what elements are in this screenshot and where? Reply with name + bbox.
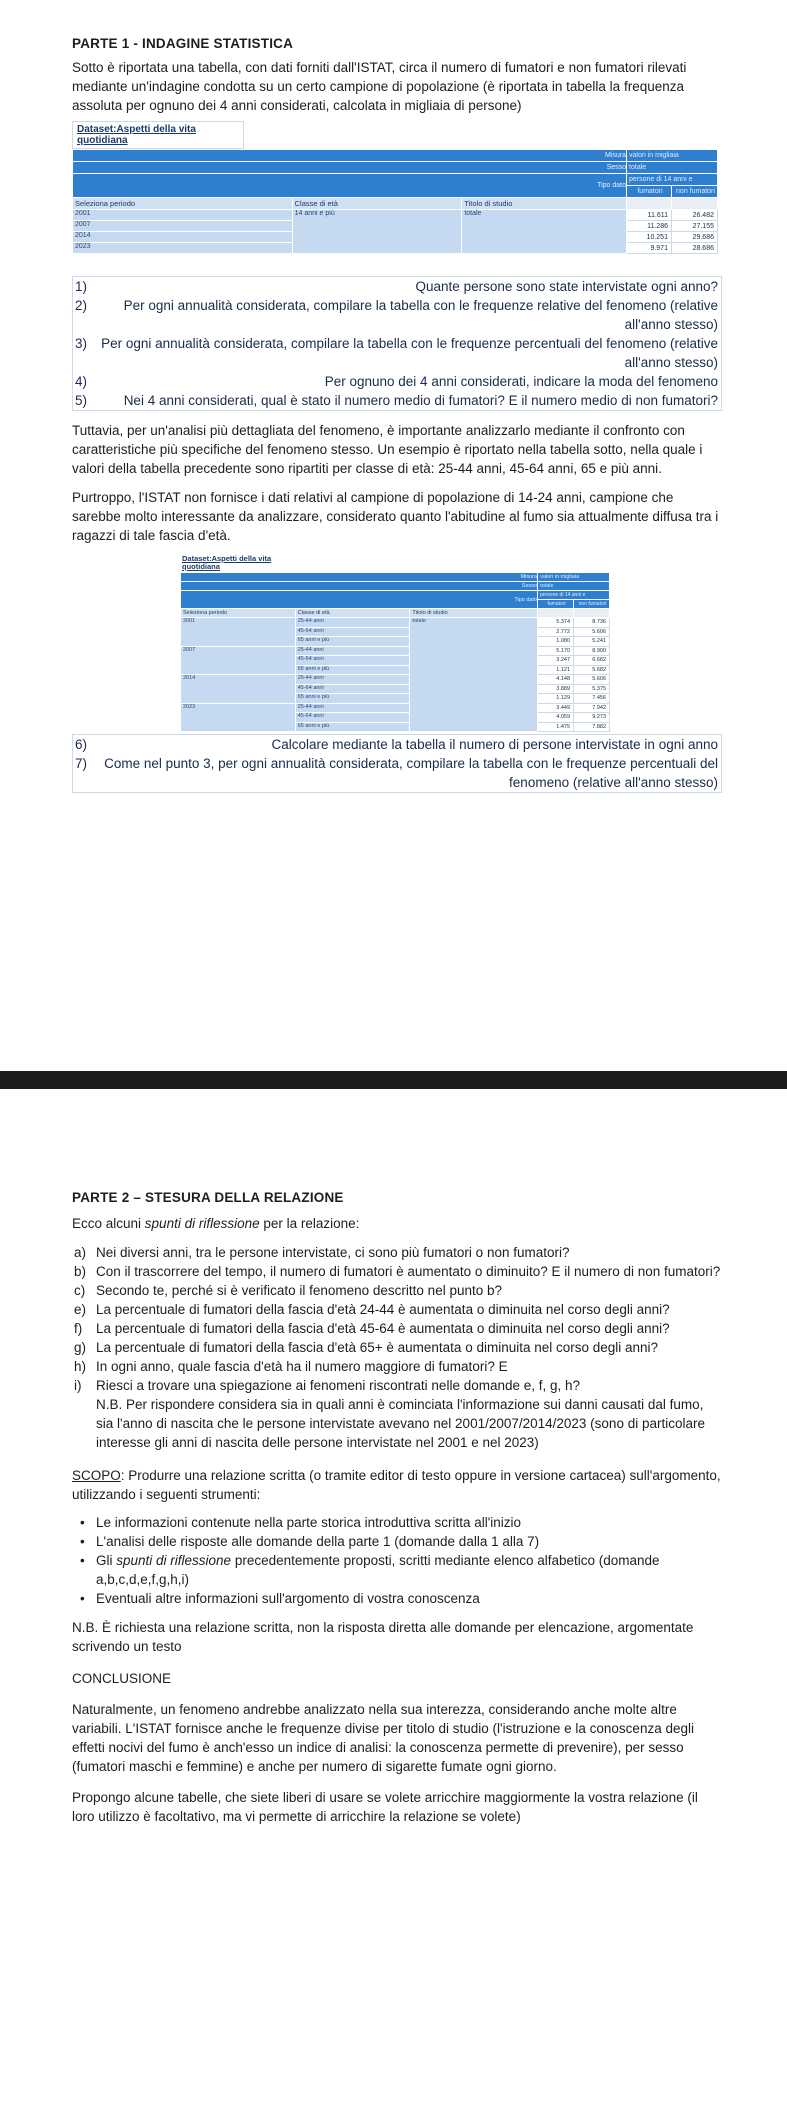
tool-item: • Eventuali altre informazioni sull'argomento di vostra conoscenza <box>80 1591 480 1606</box>
reflection-list <box>72 1243 722 1452</box>
tipo-label: Tipo dato <box>181 591 538 609</box>
fumatori-value: 3.247 <box>538 656 574 666</box>
eta-cell: 45-64 anni <box>295 684 410 694</box>
year-cell: 2001 <box>181 618 296 647</box>
eta-cell: 25-44 anni <box>295 703 410 713</box>
eta-cell: 65 anni e più <box>295 637 410 647</box>
eta-cell: 25-44 anni <box>295 646 410 656</box>
part2-heading: PARTE 2 – STESURA DELLA RELAZIONE <box>72 1190 344 1205</box>
table-row <box>181 618 610 628</box>
istat-table-2 <box>180 554 610 732</box>
page-part-2 <box>0 1089 787 2103</box>
fumatori-value: 11.611 <box>627 210 672 221</box>
tool-item: • Gli spunti di riflessione precedentemente proposti, scritti mediante elenco alfabetico (domande a,b,c,d,e,f,g,h,i) <box>80 1553 660 1587</box>
sesso-label: Sesso <box>181 582 538 591</box>
fumatori-value: 1.080 <box>538 637 574 647</box>
fumatori-value: 11.286 <box>627 221 672 232</box>
question-item: 1) Quante persone sono state intervistate ogni anno? <box>75 279 718 294</box>
question-item: 5) Nei 4 anni considerati, qual è stato il numero medio di fumatori? E il numero medio di non fumatori? <box>75 393 718 408</box>
conclusione-heading: CONCLUSIONE <box>72 1671 172 1686</box>
part1-heading: PARTE 1 - INDAGINE STATISTICA <box>72 36 294 51</box>
eta-cell: 25-44 anni <box>295 675 410 685</box>
year-cell: 2007 <box>73 221 293 232</box>
dataset-title[interactable]: Dataset:Aspetti della vita quotidiana <box>72 121 244 149</box>
question-item: 3) Per ogni annualità considerata, compilare la tabella con le frequenze percentuali del fenomeno (relative all'anno stesso) <box>75 336 718 370</box>
reflection-item: b) Con il trascorrere del tempo, il numero di fumatori è aumentato o diminuito? E il numero di non fumatori? <box>74 1264 721 1279</box>
year-cell: 2007 <box>181 646 296 675</box>
questions-6-7 <box>72 734 722 793</box>
year-cell: 2014 <box>181 675 296 704</box>
eta-cell: 14 anni e più <box>292 210 462 254</box>
fumatori-value: 1.121 <box>538 665 574 675</box>
reflection-item: f) La percentuale di fumatori della fascia d'età 45-64 è aumentata o diminuita nel corso degli anni? <box>74 1321 670 1336</box>
istat-table-1 <box>72 121 718 254</box>
non-fumatori-value: 6.682 <box>574 656 610 666</box>
non-fumatori-value: 9.273 <box>574 713 610 723</box>
non-fumatori-value: 26.482 <box>671 210 717 221</box>
fumatori-value: 1.129 <box>538 694 574 704</box>
question-item: 2) Per ogni annualità considerata, compilare la tabella con le frequenze relative del fenomeno (relative all'anno stesso) <box>75 298 718 332</box>
non-fumatori-value: 8.900 <box>574 646 610 656</box>
reflection-item: c) Secondo te, perché si è verificato il fenomeno descritto nel punto b? <box>74 1283 502 1298</box>
conclusione-text: Naturalmente, un fenomeno andrebbe analizzato nella sua interezza, considerando anche molte altre variabili. L'ISTAT fornisce anche le frequenze divise per titolo di studio (l'istruzione e la conoscenza degli effetti nocivi del fumo è anch'esso un indice di analisi: la conoscenza permette di prevenire), per sesso (fumatori maschi e femmine) e anche per numero di sigarette fumate ogni giorno. <box>72 1702 694 1774</box>
year-cell: 2014 <box>73 232 293 243</box>
non-fumatori-value: 29.686 <box>671 232 717 243</box>
page-separator <box>0 1071 787 1089</box>
fumatori-value: 2.772 <box>538 627 574 637</box>
tipo-top: persone di 14 anni e <box>538 591 610 600</box>
eta-cell: 45-64 anni <box>295 713 410 723</box>
fumatori-value: 9.971 <box>627 243 672 254</box>
fumatori-value: 1.475 <box>538 722 574 732</box>
reflection-item: g) La percentuale di fumatori della fascia d'età 65+ è aumentata o diminuita nel corso degli anni? <box>74 1340 659 1355</box>
year-cell: 2023 <box>181 703 296 732</box>
tool-item: • L'analisi delle risposte alle domande della parte 1 (domande dalla 1 alla 7) <box>80 1534 540 1549</box>
sesso-label: Sesso <box>73 162 627 174</box>
eta-cell: 65 anni e più <box>295 665 410 675</box>
fumatori-value: 5.170 <box>538 646 574 656</box>
eta-cell: 45-64 anni <box>295 656 410 666</box>
non-fumatori-value: 5.606 <box>574 675 610 685</box>
reflection-item: e) La percentuale di fumatori della fascia d'età 24-44 è aumentata o diminuita nel corso degli anni? <box>74 1302 670 1317</box>
sesso-value: totale <box>538 582 610 591</box>
year-cell: 2001 <box>73 210 293 221</box>
col-fumatori: fumatori <box>627 186 672 198</box>
eta-cell: 45-64 anni <box>295 627 410 637</box>
col-non-fumatori: non fumatori <box>671 186 717 198</box>
eta-cell: 65 anni e più <box>295 722 410 732</box>
fumatori-value: 3.889 <box>538 684 574 694</box>
tools-list <box>72 1513 722 1608</box>
non-fumatori-value: 5.682 <box>574 665 610 675</box>
fumatori-value: 4.148 <box>538 675 574 685</box>
eta-cell: 65 anni e più <box>295 694 410 704</box>
paragraph-istat-note: Purtroppo, l'ISTAT non fornisce i dati relativi al campione di popolazione di 14-24 anni, campione che sarebbe molto interessante da analizzare, considerato quanto l'abitudine al fumo sia attualmente diffusa tra i ragazzi di tale fascia d'età. <box>72 490 719 543</box>
col-fumatori: fumatori <box>538 600 574 609</box>
fumatori-value: 5.374 <box>538 618 574 628</box>
fumatori-value: 4.059 <box>538 713 574 723</box>
reflection-item: a) Nei diversi anni, tra le persone intervistate, ci sono più fumatori o non fumatori? <box>74 1245 570 1260</box>
non-fumatori-value: 7.942 <box>574 703 610 713</box>
questions-1-5 <box>72 276 722 411</box>
non-fumatori-value: 7.456 <box>574 694 610 704</box>
h-eta: Classe di età <box>295 609 410 618</box>
h-periodo[interactable]: Seleziona periodo <box>73 198 293 210</box>
nb-note: N.B. Per rispondere considera sia in quali anni è cominciata l'informazione sui danni causati dal fumo, sia l'anno di nascita che le persone intervistate avevano nel 2001/2007/2014/2023 (sono di particolare interesse gli anni di nascita delle persone intervistate nel 2001 e nel 2023) <box>96 1397 705 1450</box>
non-fumatori-value: 7.882 <box>574 722 610 732</box>
table-row <box>181 703 610 713</box>
non-fumatori-value: 5.375 <box>574 684 610 694</box>
non-fumatori-value: 5.241 <box>574 637 610 647</box>
tool-item: • Le informazioni contenute nella parte storica introduttiva scritta all'inizio <box>80 1515 522 1530</box>
non-fumatori-value: 27.155 <box>671 221 717 232</box>
table-row <box>181 646 610 656</box>
non-fumatori-value: 28.686 <box>671 243 717 254</box>
part1-intro: Sotto è riportata una tabella, con dati forniti dall'ISTAT, circa il numero di fumatori e non fumatori rilevati mediante un'indagine condotta su un certo campione di popolazione (è riportata in tabella la frequenza assoluta per ognuno dei 4 anni considerati, calcolata in migliaia di persone) <box>72 60 687 113</box>
table-1-grid <box>72 149 718 254</box>
paragraph-analysis: Tuttavia, per un'analisi più dettagliata del fenomeno, è importante analizzarlo mediante il confronto con caratteristiche più specifiche del fenomeno stesso. Un esempio è riportato nella tabella sotto, nella quale i valori della tabella precedente sono ripartiti per classe di età: 25-44 anni, 45-64 anni, 65 e più anni. <box>72 423 703 476</box>
misura-value: valori in migliaia <box>627 150 718 162</box>
table-2-grid <box>180 572 610 732</box>
non-fumatori-value: 8.736 <box>574 618 610 628</box>
question-item: 7) Come nel punto 3, per ogni annualità considerata, compilare la tabella con le frequenze percentuali del fenomeno (relative all'anno stesso) <box>75 756 718 790</box>
reflection-item: h) In ogni anno, quale fascia d'età ha il numero maggiore di fumatori? E <box>74 1359 508 1374</box>
part2-intro: Ecco alcuni spunti di riflessione per la relazione: <box>72 1216 360 1231</box>
misura-label: Misura <box>73 150 627 162</box>
question-item: 4) Per ognuno dei 4 anni considerati, indicare la moda del fenomeno <box>75 374 718 389</box>
misura-value: valori in migliaia <box>538 573 610 582</box>
non-fumatori-value: 5.606 <box>574 627 610 637</box>
h-titolo: Titolo di studio <box>462 198 627 210</box>
tipo-label: Tipo dato <box>73 174 627 198</box>
eta-cell: 25-44 anni <box>295 618 410 628</box>
fumatori-value: 10.251 <box>627 232 672 243</box>
final-note: Propongo alcune tabelle, che siete liberi di usare se volete arricchire maggiormente la vostra relazione (il loro utilizzo è facoltativo, ma vi permette di arricchire la relazione se volete) <box>72 1790 698 1824</box>
titolo-cell: totale <box>462 210 627 254</box>
year-cell: 2023 <box>73 243 293 254</box>
nb-relazione: N.B. È richiesta una relazione scritta, non la risposta diretta alle domande per elencazione, argomentate scrivendo un testo <box>72 1620 694 1654</box>
fumatori-value: 3.449 <box>538 703 574 713</box>
table-row <box>181 675 610 685</box>
misura-label: Misura <box>181 573 538 582</box>
sesso-value: totale <box>627 162 718 174</box>
tipo-top: persone di 14 anni e <box>627 174 718 186</box>
h-titolo: Titolo di studio <box>410 609 538 618</box>
dataset-title[interactable]: Dataset:Aspetti della vita quotidiana <box>182 554 272 571</box>
scopo-paragraph: SCOPO: Produrre una relazione scritta (o tramite editor di testo oppure in versione cartacea) sull'argomento, utilizzando i seguenti strumenti: <box>72 1468 721 1502</box>
col-non-fumatori: non fumatori <box>574 600 610 609</box>
h-eta: Classe di età <box>292 198 462 210</box>
reflection-item: i) Riesci a trovare una spiegazione ai fenomeni riscontrati nelle domande e, f, g, h? N.B. Per rispondere considera sia in quali anni è cominciata l'informazione sui danni causati dal fumo, sia l'anno di nascita che le persone intervistate avevano nel 2001/2007/2014/2023 (sono di particolare interesse gli anni di nascita delle persone intervistate nel 2001 e nel 2023) <box>72 1376 722 1452</box>
h-periodo[interactable]: Seleziona periodo <box>181 609 296 618</box>
titolo-cell: totale <box>410 618 538 732</box>
question-item: 6) Calcolare mediante la tabella il numero di persone intervistate in ogni anno <box>75 737 718 752</box>
